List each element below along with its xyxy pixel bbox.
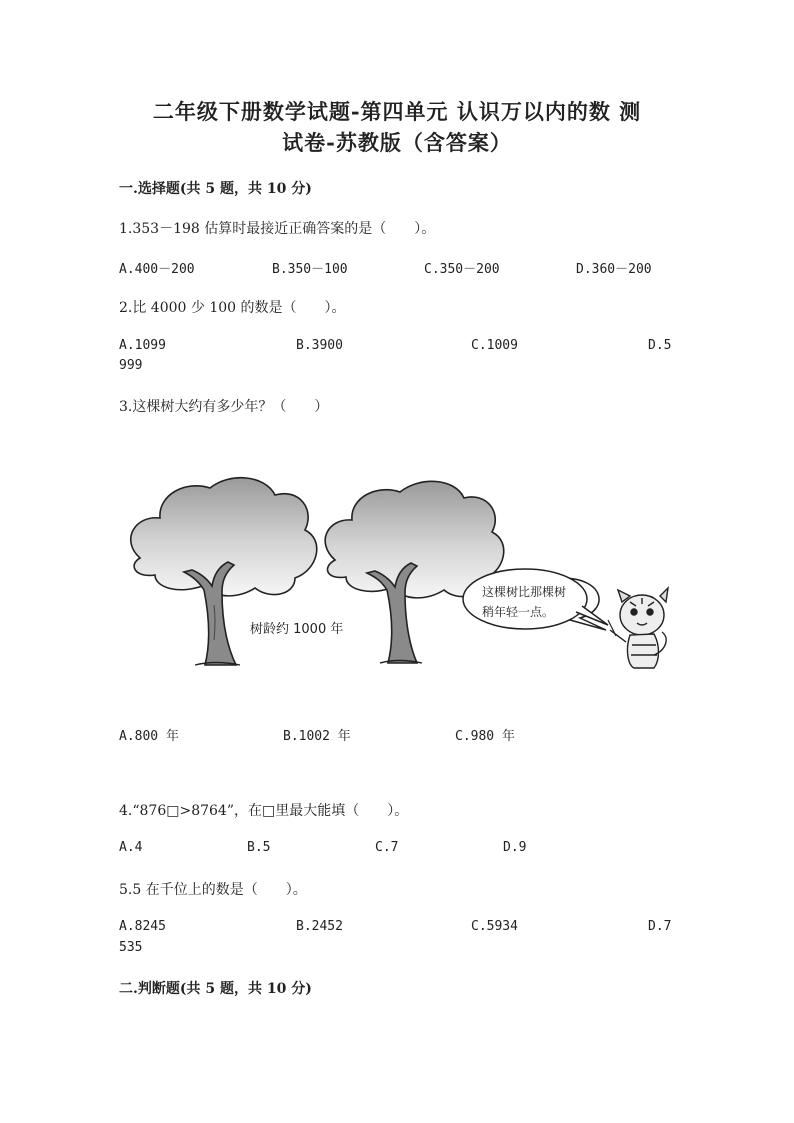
bubble-text-line-2: 稍年轻一点。 — [482, 605, 555, 619]
q1-option-c: C.350－200 — [424, 262, 500, 277]
section-heading-judgement: 二.判断题(共 5 题，共 10 分) — [119, 981, 312, 997]
question-1: 1.353－198 估算时最接近正确答案的是（ ）。 — [119, 221, 436, 237]
section-heading-choice: 一.选择题(共 5 题，共 10 分) — [119, 181, 312, 197]
question-5: 5.5 在千位上的数是（ ）。 — [119, 882, 307, 898]
q4-option-b: B.5 — [247, 840, 271, 855]
q5-option-a: A.8245 — [119, 919, 166, 934]
title-line-2: 试卷-苏教版（含答案） — [282, 130, 512, 155]
q4-option-a: A.4 — [119, 840, 143, 855]
q5-option-d-wrap: 535 — [119, 940, 143, 955]
page-title — [110, 96, 684, 158]
q1-option-a: A.400－200 — [119, 262, 195, 277]
question-4: 4.“876□>8764”，在□里最大能填（ ）。 — [119, 803, 409, 819]
speech-bubble — [463, 569, 608, 630]
q4-option-d: D.9 — [503, 840, 527, 855]
question-3: 3.这棵树大约有多少年？（ ） — [119, 399, 329, 415]
question-2: 2.比 4000 少 100 的数是（ ）。 — [119, 300, 346, 316]
q5-option-d: D.7 — [648, 919, 672, 934]
q2-option-d-wrap: 999 — [119, 358, 143, 373]
q2-option-d: D.5 — [648, 338, 672, 353]
q2-option-a: A.1099 — [119, 338, 166, 353]
q3-option-a: A.800 年 — [119, 729, 179, 744]
q1-option-d: D.360－200 — [576, 262, 652, 277]
tree-illustration — [110, 470, 690, 680]
title-line-1: 二年级下册数学试题-第四单元 认识万以内的数 测 — [152, 99, 642, 124]
q2-option-b: B.3900 — [296, 338, 343, 353]
tree-age-label: 树龄约 1000 年 — [250, 622, 344, 637]
q4-option-c: C.7 — [375, 840, 399, 855]
q1-option-b: B.350－100 — [272, 262, 348, 277]
q2-option-c: C.1009 — [471, 338, 518, 353]
bubble-text-line-1: 这棵树比那棵树 — [482, 585, 567, 599]
tiger-cartoon — [608, 588, 668, 668]
q5-option-c: C.5934 — [471, 919, 518, 934]
q3-option-b: B.1002 年 — [283, 729, 351, 744]
q5-option-b: B.2452 — [296, 919, 343, 934]
tree-2 — [325, 481, 504, 663]
q3-option-c: C.980 年 — [455, 729, 515, 744]
